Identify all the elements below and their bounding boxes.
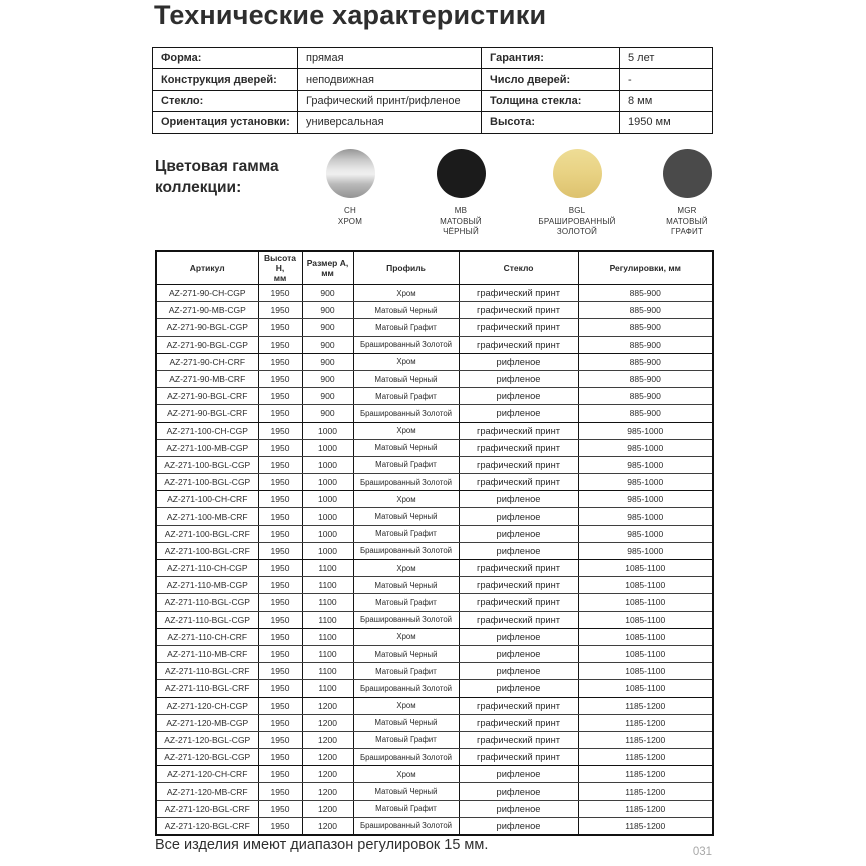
cell-height: 1950 xyxy=(258,577,302,594)
cell-size: 900 xyxy=(302,319,353,336)
product-row xyxy=(156,714,713,731)
cell-size: 1200 xyxy=(302,766,353,783)
palette-heading-line2: коллекции: xyxy=(155,179,242,196)
products-header-cell: Стекло xyxy=(459,251,578,285)
cell-article: AZ-271-100-BGL-CGP xyxy=(156,456,258,473)
product-row xyxy=(156,336,713,353)
swatch-circle-bgl xyxy=(553,149,602,198)
cell-height: 1950 xyxy=(258,560,302,577)
product-row xyxy=(156,663,713,680)
product-row xyxy=(156,680,713,697)
cell-adjustment: 985-1000 xyxy=(578,542,713,559)
cell-article: AZ-271-100-MB-CGP xyxy=(156,439,258,456)
swatch-code: MB xyxy=(454,206,468,215)
product-row xyxy=(156,594,713,611)
cell-glass: рифленое xyxy=(459,680,578,697)
product-row xyxy=(156,766,713,783)
cell-height: 1950 xyxy=(258,680,302,697)
swatch-name-line: ХРОМ xyxy=(337,216,363,226)
products-table xyxy=(155,250,714,836)
cell-size: 1200 xyxy=(302,697,353,714)
product-row xyxy=(156,319,713,336)
swatch-mb xyxy=(396,149,526,238)
cell-profile: Матовый Графит xyxy=(353,319,459,336)
footer-note: Все изделия имеют диапазон регулировок 15 мм. xyxy=(155,837,489,853)
cell-glass: графический принт xyxy=(459,560,578,577)
swatch-mgr xyxy=(622,149,752,238)
cell-size: 1100 xyxy=(302,560,353,577)
cell-glass: графический принт xyxy=(459,336,578,353)
cell-profile: Матовый Черный xyxy=(353,645,459,662)
cell-glass: графический принт xyxy=(459,714,578,731)
cell-size: 1000 xyxy=(302,456,353,473)
spec-row xyxy=(153,112,713,133)
product-row xyxy=(156,353,713,370)
cell-glass: рифленое xyxy=(459,783,578,800)
cell-adjustment: 885-900 xyxy=(578,370,713,387)
spec-value-cell: универсальная xyxy=(298,112,482,133)
product-row xyxy=(156,370,713,387)
cell-profile: Хром xyxy=(353,353,459,370)
cell-profile: Хром xyxy=(353,766,459,783)
cell-adjustment: 885-900 xyxy=(578,353,713,370)
cell-glass: графический принт xyxy=(459,611,578,628)
cell-size: 1000 xyxy=(302,508,353,525)
cell-article: AZ-271-120-CH-CRF xyxy=(156,766,258,783)
spec-label-cell: Число дверей: xyxy=(482,69,620,90)
cell-height: 1950 xyxy=(258,388,302,405)
cell-height: 1950 xyxy=(258,766,302,783)
cell-size: 1000 xyxy=(302,542,353,559)
cell-height: 1950 xyxy=(258,645,302,662)
cell-adjustment: 985-1000 xyxy=(578,474,713,491)
cell-adjustment: 885-900 xyxy=(578,336,713,353)
product-row xyxy=(156,731,713,748)
swatch-circle-ch xyxy=(326,149,375,198)
product-row xyxy=(156,628,713,645)
cell-glass: рифленое xyxy=(459,353,578,370)
cell-glass: рифленое xyxy=(459,525,578,542)
cell-glass: графический принт xyxy=(459,749,578,766)
cell-adjustment: 1085-1100 xyxy=(578,663,713,680)
spec-table-body xyxy=(153,48,713,134)
cell-article: AZ-271-100-BGL-CRF xyxy=(156,525,258,542)
cell-profile: Хром xyxy=(353,285,459,302)
cell-glass: рифленое xyxy=(459,388,578,405)
cell-height: 1950 xyxy=(258,542,302,559)
swatch-code: CH xyxy=(344,206,356,215)
cell-article: AZ-271-90-MB-CRF xyxy=(156,370,258,387)
cell-glass: рифленое xyxy=(459,663,578,680)
cell-adjustment: 885-900 xyxy=(578,388,713,405)
spec-table xyxy=(152,47,713,134)
cell-article: AZ-271-110-BGL-CRF xyxy=(156,663,258,680)
cell-adjustment: 985-1000 xyxy=(578,508,713,525)
cell-size: 1000 xyxy=(302,422,353,439)
spec-row xyxy=(153,90,713,111)
cell-adjustment: 1085-1100 xyxy=(578,611,713,628)
cell-article: AZ-271-90-MB-CGP xyxy=(156,302,258,319)
cell-size: 1200 xyxy=(302,749,353,766)
product-row xyxy=(156,456,713,473)
cell-size: 1100 xyxy=(302,611,353,628)
cell-article: AZ-271-90-BGL-CRF xyxy=(156,405,258,422)
cell-profile: Брашированный Золотой xyxy=(353,680,459,697)
swatch-label xyxy=(396,206,526,238)
cell-size: 1000 xyxy=(302,525,353,542)
cell-adjustment: 1085-1100 xyxy=(578,628,713,645)
cell-adjustment: 1085-1100 xyxy=(578,680,713,697)
swatch-circle-mb xyxy=(437,149,486,198)
cell-profile: Брашированный Золотой xyxy=(353,405,459,422)
cell-adjustment: 1085-1100 xyxy=(578,577,713,594)
cell-glass: графический принт xyxy=(459,319,578,336)
cell-size: 1100 xyxy=(302,680,353,697)
cell-height: 1950 xyxy=(258,749,302,766)
cell-adjustment: 1185-1200 xyxy=(578,766,713,783)
cell-height: 1950 xyxy=(258,611,302,628)
cell-height: 1950 xyxy=(258,628,302,645)
cell-adjustment: 985-1000 xyxy=(578,456,713,473)
cell-size: 1200 xyxy=(302,783,353,800)
swatch-label xyxy=(622,206,752,238)
cell-size: 900 xyxy=(302,388,353,405)
product-row xyxy=(156,422,713,439)
cell-size: 1200 xyxy=(302,731,353,748)
cell-glass: графический принт xyxy=(459,577,578,594)
cell-glass: рифленое xyxy=(459,405,578,422)
products-header-cell: Профиль xyxy=(353,251,459,285)
spec-value-cell: неподвижная xyxy=(298,69,482,90)
cell-size: 900 xyxy=(302,285,353,302)
cell-glass: рифленое xyxy=(459,508,578,525)
product-row xyxy=(156,439,713,456)
product-row xyxy=(156,645,713,662)
cell-height: 1950 xyxy=(258,302,302,319)
product-row xyxy=(156,285,713,302)
cell-profile: Матовый Черный xyxy=(353,714,459,731)
products-table-head xyxy=(156,251,713,285)
cell-adjustment: 1185-1200 xyxy=(578,800,713,817)
products-header-row xyxy=(156,251,713,285)
cell-size: 1000 xyxy=(302,474,353,491)
cell-adjustment: 1185-1200 xyxy=(578,731,713,748)
cell-height: 1950 xyxy=(258,663,302,680)
cell-adjustment: 1185-1200 xyxy=(578,749,713,766)
page-title: Технические характеристики xyxy=(154,0,547,30)
cell-profile: Брашированный Золотой xyxy=(353,542,459,559)
cell-article: AZ-271-100-MB-CRF xyxy=(156,508,258,525)
cell-article: AZ-271-120-BGL-CRF xyxy=(156,817,258,835)
cell-profile: Матовый Графит xyxy=(353,594,459,611)
cell-glass: графический принт xyxy=(459,422,578,439)
cell-article: AZ-271-90-CH-CRF xyxy=(156,353,258,370)
cell-article: AZ-271-90-CH-CGP xyxy=(156,285,258,302)
cell-size: 1200 xyxy=(302,800,353,817)
cell-profile: Брашированный Золотой xyxy=(353,474,459,491)
cell-adjustment: 885-900 xyxy=(578,285,713,302)
cell-profile: Матовый Черный xyxy=(353,302,459,319)
cell-profile: Матовый Черный xyxy=(353,783,459,800)
products-header-cell: Размер A, мм xyxy=(302,251,353,285)
swatch-name-line: ГРАФИТ xyxy=(670,227,704,236)
cell-profile: Матовый Графит xyxy=(353,388,459,405)
cell-profile: Матовый Графит xyxy=(353,731,459,748)
cell-size: 1100 xyxy=(302,594,353,611)
cell-glass: рифленое xyxy=(459,542,578,559)
cell-profile: Хром xyxy=(353,422,459,439)
spec-label-cell: Конструкция дверей: xyxy=(153,69,298,90)
cell-article: AZ-271-100-BGL-CRF xyxy=(156,542,258,559)
spec-row xyxy=(153,48,713,69)
swatch-code: BGL xyxy=(568,206,586,215)
cell-profile: Брашированный Золотой xyxy=(353,336,459,353)
cell-profile: Хром xyxy=(353,491,459,508)
product-row xyxy=(156,491,713,508)
spec-value-cell: Графический принт/рифленое xyxy=(298,90,482,111)
cell-article: AZ-271-120-MB-CRF xyxy=(156,783,258,800)
cell-size: 900 xyxy=(302,353,353,370)
products-header-cell: Артикул xyxy=(156,251,258,285)
product-row xyxy=(156,697,713,714)
cell-glass: графический принт xyxy=(459,456,578,473)
cell-glass: рифленое xyxy=(459,370,578,387)
cell-size: 1100 xyxy=(302,645,353,662)
cell-profile: Брашированный Золотой xyxy=(353,611,459,628)
cell-adjustment: 985-1000 xyxy=(578,422,713,439)
cell-profile: Матовый Черный xyxy=(353,577,459,594)
cell-article: AZ-271-100-CH-CRF xyxy=(156,491,258,508)
cell-glass: рифленое xyxy=(459,645,578,662)
swatch-name-line: МАТОВЫЙ xyxy=(666,216,708,226)
swatch-circle-mgr xyxy=(663,149,712,198)
cell-height: 1950 xyxy=(258,714,302,731)
cell-height: 1950 xyxy=(258,285,302,302)
cell-profile: Хром xyxy=(353,628,459,645)
spec-row xyxy=(153,69,713,90)
cell-article: AZ-271-110-MB-CGP xyxy=(156,577,258,594)
cell-article: AZ-271-110-CH-CGP xyxy=(156,560,258,577)
cell-size: 1200 xyxy=(302,817,353,835)
cell-size: 1000 xyxy=(302,491,353,508)
cell-size: 1200 xyxy=(302,714,353,731)
cell-profile: Матовый Черный xyxy=(353,508,459,525)
cell-article: AZ-271-100-CH-CGP xyxy=(156,422,258,439)
cell-height: 1950 xyxy=(258,817,302,835)
cell-article: AZ-271-90-BGL-CRF xyxy=(156,388,258,405)
cell-adjustment: 985-1000 xyxy=(578,439,713,456)
spec-value-cell: - xyxy=(620,69,713,90)
swatch-name-line: ЧЁРНЫЙ xyxy=(443,227,479,236)
cell-height: 1950 xyxy=(258,336,302,353)
cell-adjustment: 1085-1100 xyxy=(578,594,713,611)
spec-value-cell: прямая xyxy=(298,48,482,69)
cell-article: AZ-271-110-BGL-CGP xyxy=(156,611,258,628)
cell-profile: Хром xyxy=(353,697,459,714)
cell-height: 1950 xyxy=(258,474,302,491)
cell-article: AZ-271-90-BGL-CGP xyxy=(156,319,258,336)
cell-profile: Хром xyxy=(353,560,459,577)
spec-label-cell: Гарантия: xyxy=(482,48,620,69)
cell-glass: графический принт xyxy=(459,439,578,456)
cell-height: 1950 xyxy=(258,439,302,456)
cell-article: AZ-271-110-BGL-CRF xyxy=(156,680,258,697)
cell-adjustment: 1085-1100 xyxy=(578,560,713,577)
cell-article: AZ-271-110-CH-CRF xyxy=(156,628,258,645)
page-number: 031 xyxy=(692,846,712,858)
spec-label-cell: Стекло: xyxy=(153,90,298,111)
product-row xyxy=(156,577,713,594)
products-header-cell: Высота H, мм xyxy=(258,251,302,285)
cell-adjustment: 885-900 xyxy=(578,405,713,422)
cell-height: 1950 xyxy=(258,405,302,422)
cell-size: 1100 xyxy=(302,577,353,594)
cell-adjustment: 1185-1200 xyxy=(578,783,713,800)
cell-size: 900 xyxy=(302,370,353,387)
product-row xyxy=(156,800,713,817)
cell-article: AZ-271-120-CH-CGP xyxy=(156,697,258,714)
cell-height: 1950 xyxy=(258,731,302,748)
cell-article: AZ-271-120-BGL-CGP xyxy=(156,749,258,766)
product-row xyxy=(156,525,713,542)
cell-height: 1950 xyxy=(258,456,302,473)
cell-height: 1950 xyxy=(258,525,302,542)
product-row xyxy=(156,611,713,628)
cell-height: 1950 xyxy=(258,491,302,508)
cell-profile: Матовый Черный xyxy=(353,370,459,387)
cell-profile: Матовый Графит xyxy=(353,525,459,542)
spec-label-cell: Ориентация установки: xyxy=(153,112,298,133)
cell-height: 1950 xyxy=(258,370,302,387)
spec-value-cell: 1950 мм xyxy=(620,112,713,133)
cell-glass: графический принт xyxy=(459,731,578,748)
cell-glass: рифленое xyxy=(459,817,578,835)
cell-size: 1000 xyxy=(302,439,353,456)
product-row xyxy=(156,508,713,525)
cell-profile: Матовый Графит xyxy=(353,456,459,473)
cell-adjustment: 885-900 xyxy=(578,319,713,336)
cell-adjustment: 985-1000 xyxy=(578,525,713,542)
cell-height: 1950 xyxy=(258,422,302,439)
cell-size: 900 xyxy=(302,405,353,422)
cell-glass: рифленое xyxy=(459,800,578,817)
spec-value-cell: 5 лет xyxy=(620,48,713,69)
product-row xyxy=(156,817,713,835)
product-row xyxy=(156,388,713,405)
cell-article: AZ-271-110-BGL-CGP xyxy=(156,594,258,611)
cell-adjustment: 985-1000 xyxy=(578,491,713,508)
spec-label-cell: Толщина стекла: xyxy=(482,90,620,111)
swatch-code: MGR xyxy=(677,206,697,215)
cell-height: 1950 xyxy=(258,508,302,525)
cell-height: 1950 xyxy=(258,697,302,714)
cell-article: AZ-271-110-MB-CRF xyxy=(156,645,258,662)
cell-profile: Матовый Черный xyxy=(353,439,459,456)
cell-size: 1100 xyxy=(302,628,353,645)
cell-article: AZ-271-120-BGL-CGP xyxy=(156,731,258,748)
cell-profile: Брашированный Золотой xyxy=(353,817,459,835)
cell-article: AZ-271-120-MB-CGP xyxy=(156,714,258,731)
product-row xyxy=(156,560,713,577)
cell-height: 1950 xyxy=(258,800,302,817)
product-row xyxy=(156,783,713,800)
products-header-cell: Регулировки, мм xyxy=(578,251,713,285)
cell-article: AZ-271-100-BGL-CGP xyxy=(156,474,258,491)
cell-adjustment: 1085-1100 xyxy=(578,645,713,662)
product-row xyxy=(156,474,713,491)
palette-heading xyxy=(155,156,279,198)
product-row xyxy=(156,542,713,559)
product-row xyxy=(156,749,713,766)
cell-glass: рифленое xyxy=(459,628,578,645)
spec-label-cell: Форма: xyxy=(153,48,298,69)
cell-profile: Матовый Графит xyxy=(353,663,459,680)
cell-adjustment: 1185-1200 xyxy=(578,697,713,714)
cell-adjustment: 885-900 xyxy=(578,302,713,319)
product-row xyxy=(156,405,713,422)
cell-glass: графический принт xyxy=(459,697,578,714)
cell-adjustment: 1185-1200 xyxy=(578,714,713,731)
spec-value-cell: 8 мм xyxy=(620,90,713,111)
cell-adjustment: 1185-1200 xyxy=(578,817,713,835)
cell-glass: графический принт xyxy=(459,302,578,319)
cell-glass: графический принт xyxy=(459,285,578,302)
cell-size: 900 xyxy=(302,336,353,353)
swatch-name-line: ЗОЛОТОЙ xyxy=(556,227,598,236)
cell-glass: рифленое xyxy=(459,766,578,783)
cell-profile: Матовый Графит xyxy=(353,800,459,817)
palette-heading-line1: Цветовая гамма xyxy=(155,158,279,175)
cell-height: 1950 xyxy=(258,353,302,370)
cell-size: 1100 xyxy=(302,663,353,680)
spec-label-cell: Высота: xyxy=(482,112,620,133)
cell-height: 1950 xyxy=(258,594,302,611)
cell-glass: графический принт xyxy=(459,474,578,491)
cell-height: 1950 xyxy=(258,783,302,800)
swatch-name-line: БРАШИРОВАННЫЙ xyxy=(538,216,616,226)
swatch-name-line: МАТОВЫЙ xyxy=(440,216,482,226)
product-row xyxy=(156,302,713,319)
cell-height: 1950 xyxy=(258,319,302,336)
cell-size: 900 xyxy=(302,302,353,319)
products-table-body xyxy=(156,285,713,836)
cell-glass: рифленое xyxy=(459,491,578,508)
cell-profile: Брашированный Золотой xyxy=(353,749,459,766)
cell-article: AZ-271-90-BGL-CGP xyxy=(156,336,258,353)
cell-glass: графический принт xyxy=(459,594,578,611)
cell-article: AZ-271-120-BGL-CRF xyxy=(156,800,258,817)
